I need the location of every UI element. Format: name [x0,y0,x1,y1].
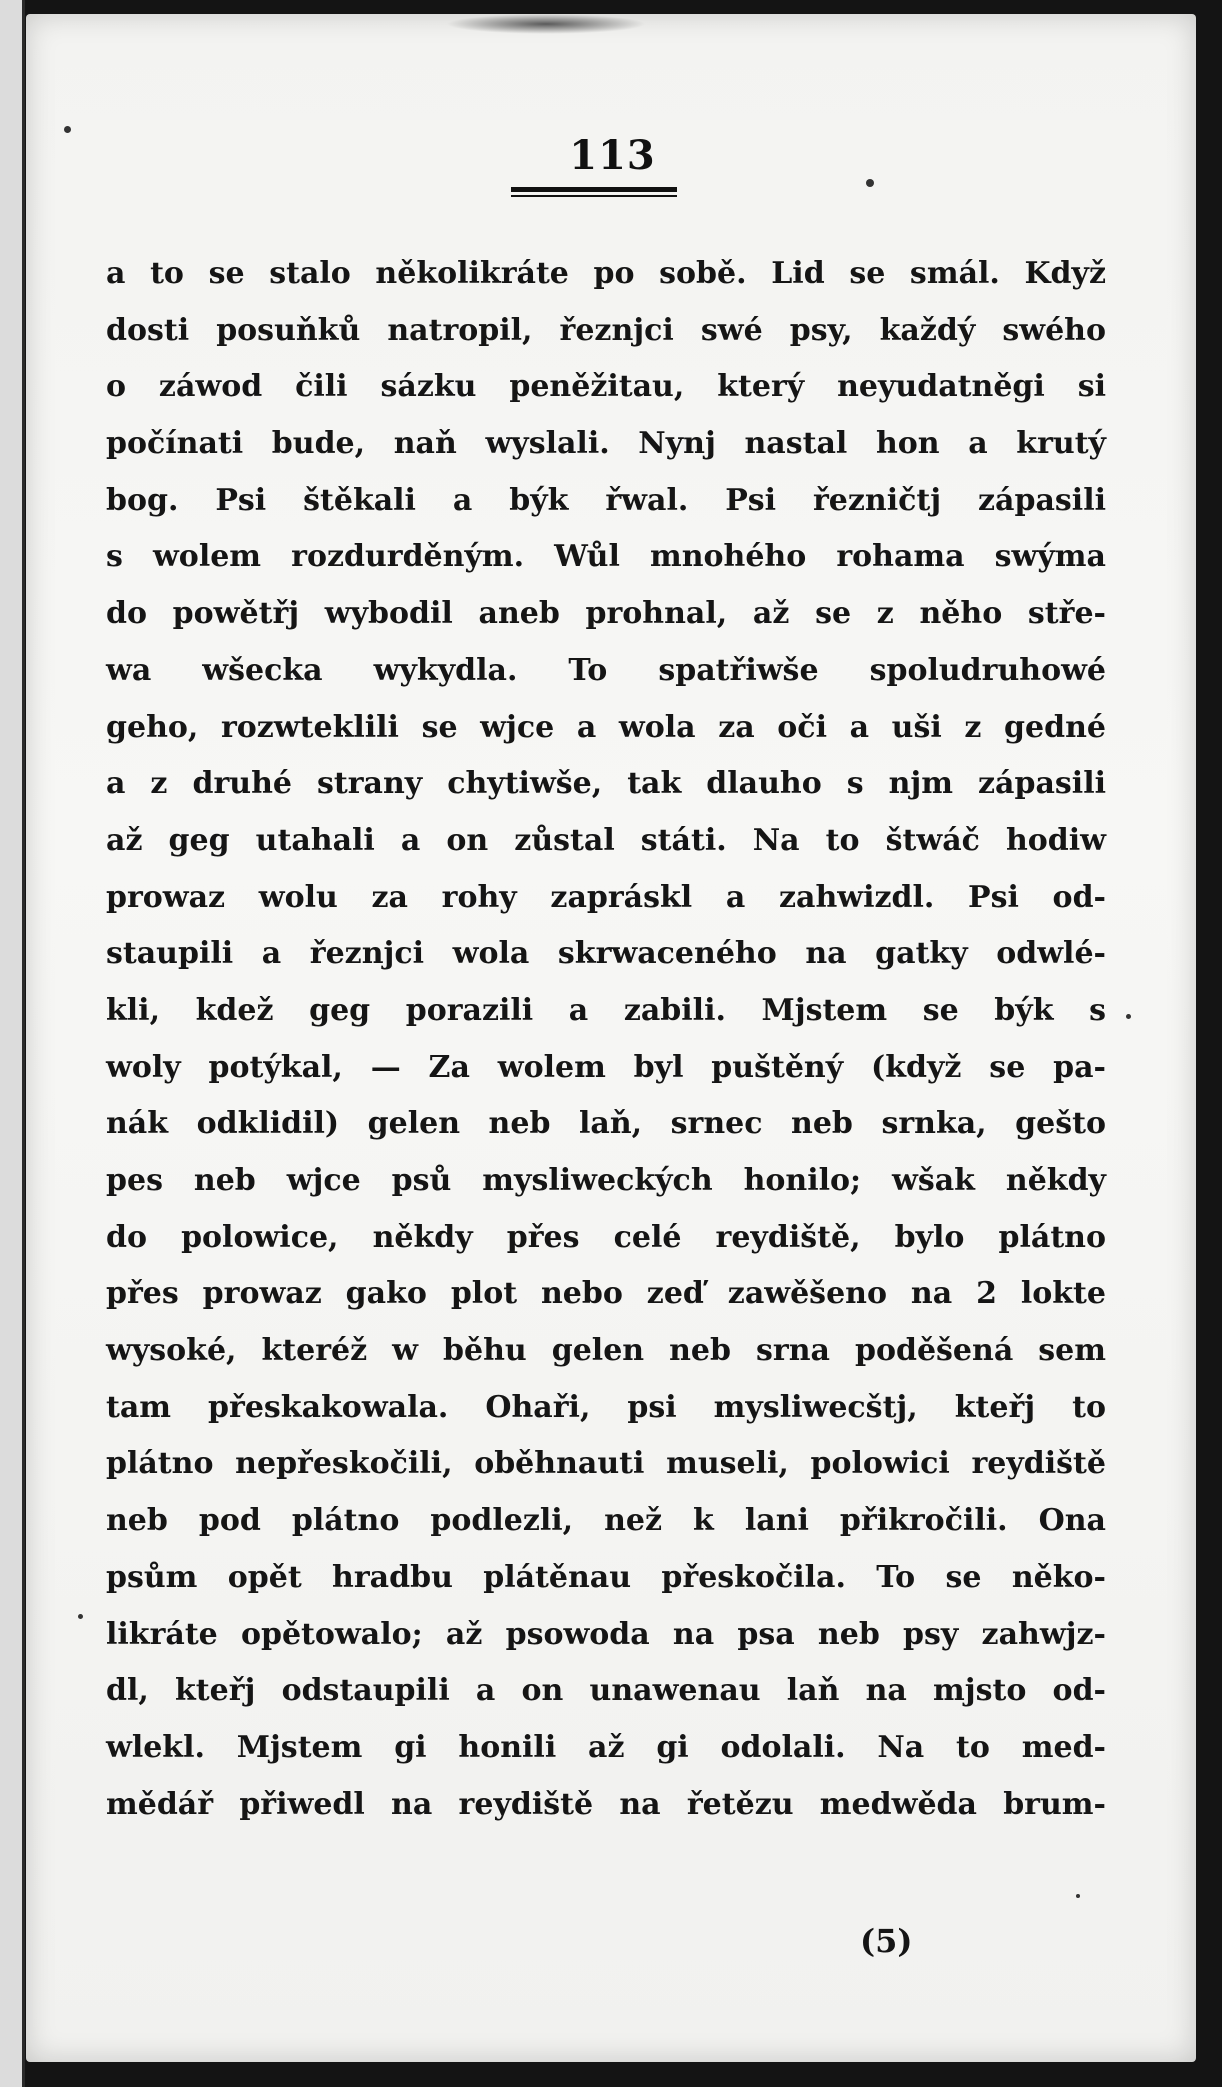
text-line: geho, rozwteklili se wjce a wola za oči a uši z gedné [106,709,1106,745]
header-rule [511,187,677,198]
text-line: staupili a řeznjci wola skrwaceného na gatky odwlé- [106,936,1106,972]
text-line: nák odklidil) gelen neb laň, srnec neb srnka, gešto [106,1106,1106,1142]
text-line: o záwod čili sázku peněžitau, který neyudatněgi si [106,369,1106,405]
text-line: psům opět hradbu plátěnau přeskočila. To se něko- [106,1559,1106,1595]
text-line: až geg utahali a on zůstal státi. Na to štwáč hodiw [106,822,1106,858]
page-number: 113 [569,132,656,179]
text-line: počínati bude, naň wyslali. Nynj nastal hon a krutý [106,426,1106,462]
text-line: prowaz wolu za rohy zapráskl a zahwizdl. Psi od- [106,879,1106,915]
text-line: dl, kteřj odstaupili a on unawenau laň na mjsto od- [106,1673,1106,1709]
text-line: kli, kdež geg porazili a zabili. Mjstem se býk s [106,992,1106,1028]
ink-speck [1076,1894,1080,1898]
text-line: tam přeskakowala. Ohaři, psi mysliwecštj, kteřj to [106,1389,1106,1425]
text-line: pes neb wjce psů mysliweckých honilo; wšak někdy [106,1163,1106,1198]
text-line: přes prowaz gako plot nebo zeď zawěšeno na 2 lokte [106,1276,1106,1312]
ink-speck [1126,1014,1131,1019]
text-line: wa wšecka wykydla. To spatřiwše spoludruhowé [106,652,1106,688]
text-line: dosti posuňků natropil, řeznjci swé psy, každý swého [106,312,1106,348]
ink-speck [64,126,71,133]
ink-speck [866,179,874,187]
ink-speck [78,1614,83,1619]
body-text [106,246,1106,1833]
binding-edge [0,0,25,2087]
text-line: wysoké, kteréž w běhu gelen neb srna poděšená sem [106,1333,1106,1369]
text-line: do powětřj wybodil aneb prohnal, až se z něho stře- [106,596,1106,632]
text-line: likráte opětowalo; až psowoda na psa neb psy zahwjz- [106,1616,1106,1652]
text-line: s wolem rozdurděným. Wůl mnohého rohama swýma [106,539,1106,575]
text-line: neb pod plátno podlezli, než k lani přikročili. Ona [106,1503,1106,1539]
text-line: bog. Psi štěkali a býk řwal. Psi řezničtj zápasili [106,482,1106,518]
text-line: a z druhé strany chytiwše, tak dlauho s njm zápasili [106,766,1106,802]
text-line: do polowice, někdy přes celé reydiště, bylo plátno [106,1219,1106,1255]
text-line: plátno nepřeskočili, oběhnauti museli, polowici reydiště [106,1446,1106,1482]
book-page [26,14,1196,2062]
text-line: wlekl. Mjstem gi honili až gi odolali. Na to med- [106,1729,1106,1765]
signature-mark: (5) [860,1922,913,1960]
text-line: woly potýkal, — Za wolem byl puštěný (když se pa- [106,1049,1106,1085]
text-line: a to se stalo několikráte po sobě. Lid se smál. Když [106,256,1106,291]
scan-shadow [446,14,646,34]
text-line: mědář přiwedl na reydiště na řetězu medwěda brum- [106,1786,1106,1822]
